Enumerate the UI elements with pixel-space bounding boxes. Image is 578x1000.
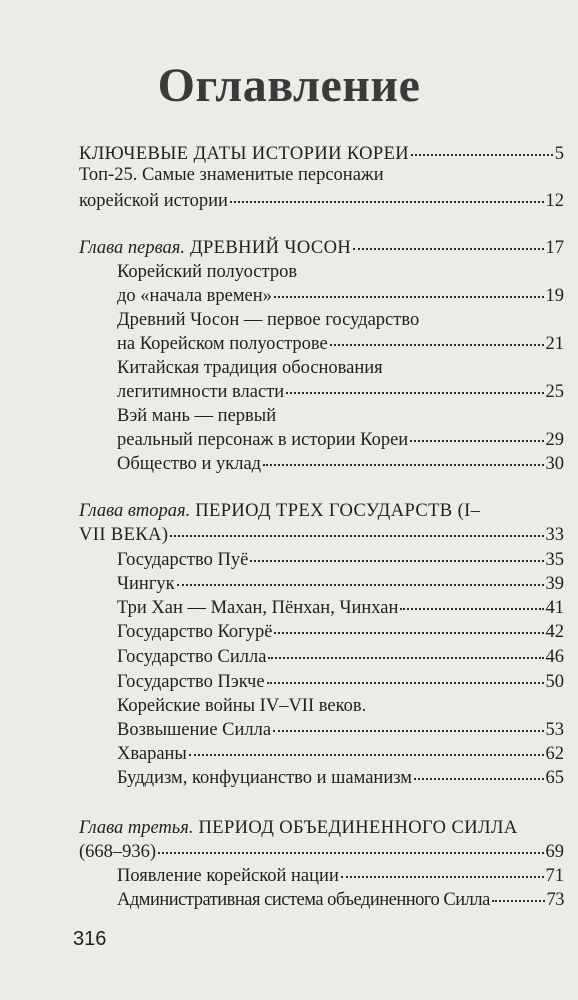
chapter-title: ДРЕВНИЙ ЧОСОН: [184, 238, 352, 258]
toc-page-number: 65: [545, 768, 564, 788]
dot-leader: [273, 729, 543, 732]
toc-page-number: 25: [545, 382, 564, 402]
chapter-title-cont: (668–936): [79, 842, 157, 862]
toc-page-number: 42: [545, 622, 564, 642]
dot-leader: [286, 391, 543, 394]
dot-leader: [263, 463, 543, 466]
dot-leader: [177, 583, 544, 586]
dot-leader: [250, 559, 543, 562]
dot-leader: [410, 439, 543, 442]
toc-page-number: 5: [554, 144, 564, 164]
toc-entry-text: Государство Когурё: [117, 622, 273, 642]
dot-leader: [274, 631, 543, 634]
toc-page-number: 39: [545, 574, 564, 594]
toc-entry-text: Три Хан — Махан, Пёнхан, Чинхан: [117, 598, 399, 618]
toc-entry-text: Буддизм, конфуцианство и шаманизм: [117, 768, 412, 788]
toc-chapter-3[interactable]: [79, 840, 564, 864]
toc-entry-text: Чингук: [117, 574, 175, 594]
toc-entry-text: КЛЮЧЕВЫЕ ДАТЫ ИСТОРИИ КОРЕИ: [79, 144, 410, 164]
toc-entry[interactable]: [117, 380, 564, 404]
dot-leader: [492, 899, 545, 902]
toc-entry[interactable]: [117, 620, 564, 644]
toc-entry-text: Государство Пэкче: [117, 672, 265, 692]
toc-entry[interactable]: [117, 766, 564, 790]
toc-page-number: 21: [545, 334, 564, 354]
dot-leader: [158, 851, 543, 854]
toc-entry-top25-line1: Топ-25. Самые знаменитые персонажи: [79, 165, 384, 185]
toc-entry[interactable]: [117, 284, 564, 308]
toc-entry-line1: Корейские войны IV–VII веков.: [117, 696, 367, 716]
toc-chapter-2[interactable]: [79, 523, 564, 547]
chapter-title: ПЕРИОД ОБЪЕДИНЕННОГО СИЛЛА: [193, 818, 518, 838]
toc-page-number: 19: [545, 286, 564, 306]
toc-entry[interactable]: [117, 596, 564, 620]
page-title: Оглавление: [157, 59, 421, 112]
toc-entry[interactable]: [117, 572, 564, 596]
toc-entry-text: легитимности власти: [117, 382, 285, 402]
toc-entry[interactable]: [117, 452, 564, 476]
toc-page-number: 30: [545, 454, 564, 474]
toc-entry[interactable]: [117, 888, 564, 912]
toc-page-number: 53: [545, 720, 564, 740]
toc-page-number: 62: [545, 744, 564, 764]
chapter-label: Глава первая.: [79, 238, 185, 258]
dot-leader: [411, 153, 553, 156]
toc-entry[interactable]: [117, 670, 564, 694]
toc-entry-text: реальный персонаж в истории Кореи: [117, 430, 409, 450]
toc-entry[interactable]: [117, 864, 564, 888]
toc-page-number: 35: [545, 550, 564, 570]
toc-page-number: 50: [545, 672, 564, 692]
chapter-title: ПЕРИОД ТРЕХ ГОСУДАРСТВ (I–: [190, 501, 481, 521]
dot-leader: [267, 681, 544, 684]
toc-chapter-1[interactable]: [79, 236, 564, 260]
chapter-title-cont: VII ВЕКА): [79, 525, 169, 545]
page-number: 316: [73, 928, 107, 950]
toc-entry-line1: Вэй мань — первый: [117, 406, 277, 426]
toc-page-number: 29: [545, 430, 564, 450]
toc-page-number: 12: [545, 191, 564, 211]
toc-chapter-2-line1: [79, 499, 480, 523]
toc-page-number: 71: [545, 866, 564, 886]
toc-entry-text: до «начала времен»: [117, 286, 272, 306]
dot-leader: [341, 875, 544, 878]
toc-page-number: 69: [545, 842, 564, 862]
toc-entry-line1: Китайская традиция обоснования: [117, 358, 383, 378]
dot-leader: [170, 534, 543, 537]
toc-page-number: 73: [546, 890, 564, 910]
toc-entry-line1: Древний Чосон — первое государство: [117, 310, 420, 330]
toc-entry-text: корейской истории: [79, 191, 228, 211]
toc-entry[interactable]: [117, 645, 564, 669]
dot-leader: [400, 607, 543, 610]
toc-page-number: 33: [545, 525, 564, 545]
dot-leader: [230, 200, 544, 203]
toc-entry[interactable]: [117, 742, 564, 766]
toc-entry-text: Государство Пуё: [117, 550, 249, 570]
toc-entry-text: Общество и уклад: [117, 454, 262, 474]
toc-entry[interactable]: [117, 428, 564, 452]
dot-leader: [274, 295, 544, 298]
toc-chapter-3-line1: [79, 816, 518, 840]
toc-entry[interactable]: [117, 332, 564, 356]
toc-page-number: 17: [545, 238, 564, 258]
toc-page-number: 46: [545, 647, 564, 667]
dot-leader: [353, 247, 543, 250]
toc-entry-text: Хвараны: [117, 744, 187, 764]
dot-leader: [268, 656, 543, 659]
toc-entry[interactable]: [117, 718, 564, 742]
dot-leader: [414, 777, 544, 780]
toc-entry-text: Появление корейской нации: [117, 866, 339, 886]
toc-entry-text: Возвышение Силла: [117, 720, 272, 740]
toc-page-number: 41: [545, 598, 564, 618]
dot-leader: [189, 753, 544, 756]
toc-entry-text: Государство Силла: [117, 647, 267, 667]
toc-entry[interactable]: [117, 548, 564, 572]
chapter-label: Глава третья.: [79, 818, 194, 838]
toc-entry-line1: Корейский полуостров: [117, 262, 298, 282]
toc-entry-text: Административная система объединенного Силла: [117, 890, 490, 910]
chapter-label: Глава вторая.: [79, 501, 191, 521]
toc-entry-text: на Корейском полуострове: [117, 334, 328, 354]
toc-entry-top25[interactable]: [79, 189, 564, 213]
dot-leader: [330, 343, 544, 346]
